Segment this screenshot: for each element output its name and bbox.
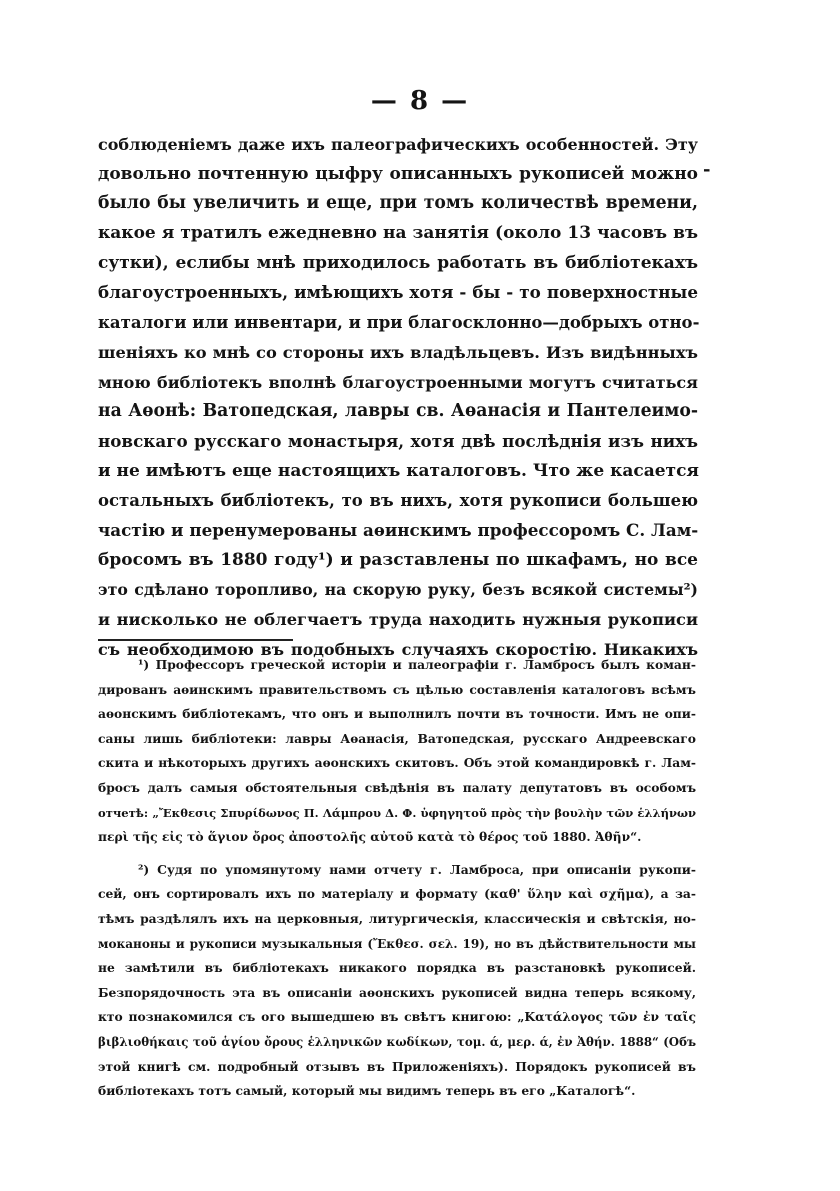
text-line: довольно почтенную цыфру описанныхъ рукописей можно bbox=[98, 163, 698, 184]
footnotes bbox=[98, 653, 696, 1104]
text-line: и не имѣютъ еще настоящихъ каталоговъ. Что же касается bbox=[98, 460, 699, 481]
text-line: благоустроенныхъ, имѣющихъ хотя - бы - то поверхностные bbox=[98, 282, 698, 303]
text-line: съ необходимою въ подобныхъ случаяхъ скоростію. Никакихъ bbox=[98, 639, 698, 659]
text-line: частію и перенумерованы аѳинскимъ профессоромъ С. Лам- bbox=[98, 519, 699, 540]
footnote-line: βιβλιοθήκαις τοῦ ἁγίου ὄρους ἑλληνικῶν κωδίκων, τομ. ά, μερ. ά, ἐν Ἀθήν. 1888“ (Объ bbox=[98, 1034, 696, 1049]
footnote-1 bbox=[98, 653, 696, 850]
text-line: новскаго русскаго монастыря, хотя двѣ послѣднія изъ нихъ bbox=[98, 430, 698, 451]
footnote-line: бросъ далъ самыя обстоятельныя свѣдѣнія въ палату депутатовъ въ особомъ bbox=[98, 779, 696, 795]
text-line: каталоги или инвентари, и при благосклонно—добрыхъ отно- bbox=[98, 313, 700, 333]
text-line: бросомъ въ 1880 году¹) и разставлены по шкафамъ, но все bbox=[98, 549, 698, 570]
footnote-line: не замѣтили въ библіотекахъ никакого порядка въ разстановкѣ рукописей. bbox=[98, 960, 696, 976]
footnote-2 bbox=[98, 858, 696, 1104]
footnote-line: моканоны и рукописи музыкальныя (Ἔκθεσ. σελ. 19), но въ дѣйствительности мы bbox=[98, 936, 696, 951]
text-line: на Аѳонѣ: Ватопедская, лавры св. Аѳанасія и Пантелеимо- bbox=[98, 401, 698, 422]
footnote-line: тѣмъ раздѣлялъ ихъ на церковныя, литургическія, классическія и свѣтскія, но- bbox=[98, 910, 696, 926]
footnote-line: сей, онъ сортировалъ ихъ по матеріалу и формату (καθ' ὕλην καὶ σχῆμα), а за- bbox=[98, 886, 696, 902]
footnote-line: этой книгѣ см. подробный отзывъ въ Приложеніяхъ). Порядокъ рукописей въ bbox=[98, 1058, 696, 1074]
footnote-line: отчетѣ: „Ἔκθεσις Σπυρίδωνος Π. Λάμπρου Δ. Φ. ὑφηγητοῦ πρὸς τὴν βουλὴν τῶν ἑλλήνων bbox=[98, 805, 696, 820]
margin-mark: - bbox=[703, 159, 711, 180]
footnote-line: библіотекахъ тотъ самый, который мы видимъ теперь въ его „Каталогѣ“. bbox=[98, 1083, 636, 1099]
footnote-line: аѳонскимъ библіотекамъ, что онъ и выполнилъ почти въ точности. Имъ не опи- bbox=[98, 706, 696, 722]
text-line: соблюденіемъ даже ихъ палеографическихъ особенностей. Эту bbox=[98, 135, 698, 154]
text-line: мною библіотекъ вполнѣ благоустроенными могутъ считаться bbox=[98, 372, 698, 392]
footnote-line: дированъ аѳинскимъ правительствомъ съ цѣлью составленія каталоговъ всѣмъ bbox=[98, 681, 696, 697]
text-line: какое я тратилъ ежедневно на занятія (около 13 часовъ въ bbox=[98, 223, 698, 244]
main-text bbox=[98, 130, 698, 664]
footnote-rule bbox=[98, 639, 293, 641]
footnote-line: Безпорядочность эта въ описаніи аѳонскихъ рукописей видна теперь всякому, bbox=[98, 984, 696, 1000]
text-line: шеніяхъ ко мнѣ со стороны ихъ владѣльцевъ. Изъ видѣнныхъ bbox=[98, 342, 698, 362]
footnote-line: ¹) Профессоръ греческой исторіи и палеографіи г. Ламбросъ былъ коман- bbox=[138, 657, 696, 672]
text-line: было бы увеличить и еще, при томъ количествѣ времени, bbox=[98, 193, 698, 214]
footnote-line: скита и нѣкоторыхъ другихъ аѳонскихъ скитовъ. Объ этой командировкѣ г. Лам- bbox=[98, 755, 696, 771]
text-line: и нисколько не облегчаетъ труда находить нужныя рукописи bbox=[98, 610, 698, 629]
text-line: сутки), еслибы мнѣ приходилось работать въ библіотекахъ bbox=[98, 252, 698, 273]
footnote-line: саны лишь библіотеки: лавры Аѳанасія, Ватопедская, русскаго Андреевскаго bbox=[98, 730, 696, 746]
footnote-line: кто познакомился съ ого вышедшею въ свѣтъ книгою: „Κατάλογος τῶν ἐν ταῖς bbox=[98, 1009, 696, 1025]
text-line: остальныхъ библіотекъ, то въ нихъ, хотя рукописи большею bbox=[98, 491, 698, 511]
footnote-line: ²) Судя по упомянутому нами отчету г. Ламброса, при описаніи рукопи- bbox=[138, 861, 696, 877]
page-number: — 8 — bbox=[370, 86, 470, 116]
text-line: это сдѣлано торопливо, на скорую руку, безъ всякой системы²) bbox=[98, 580, 698, 600]
footnote-line: περὶ τῆς εἰς τὸ ἅγιον ὄρος ἀποστολῆς αὐτοῦ κατὰ τὸ θέρος τοῦ 1880. Ἀθῆν“. bbox=[98, 829, 642, 845]
